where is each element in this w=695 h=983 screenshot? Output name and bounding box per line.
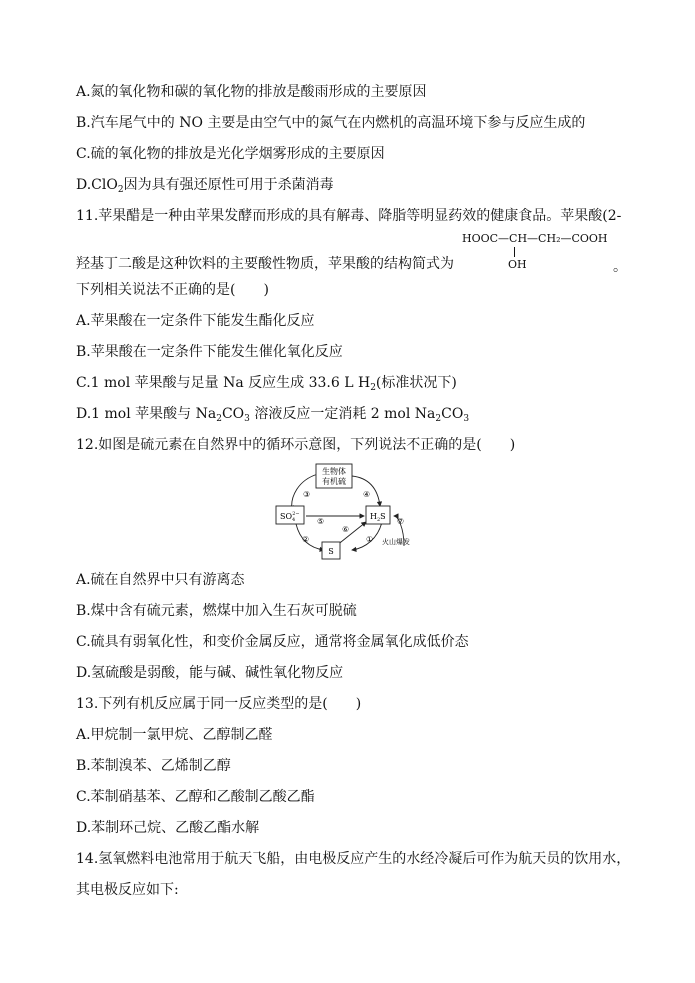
q11-option-b: B.苹果酸在一定条件下能发生催化氧化反应 [76, 344, 343, 360]
label-3: ③ [303, 490, 311, 499]
label-6: ⑥ [342, 525, 350, 534]
sulfate-label: $SO_42-$ [280, 511, 300, 523]
volcano-label: 火山爆发 [382, 538, 410, 546]
box-top-line2: 有机硫 [322, 477, 346, 486]
q11-option-d: D.1 mol 苹果酸与 $Na_2CO_3$ 溶液反应一定消耗 2 mol $Na_2CO_3$ [76, 406, 470, 424]
malic-acid-structure [462, 232, 612, 272]
q11-option-a: A.苹果酸在一定条件下能发生酯化反应 [76, 313, 315, 329]
arrow-2 [296, 524, 324, 550]
sulfur-label: S [328, 547, 334, 556]
box-top-line1: 生物体 [322, 467, 346, 476]
sulfur-cycle-svg [270, 462, 440, 562]
h2s-label: $H_2S$ [370, 512, 386, 523]
arrow-6 [336, 522, 366, 546]
structure-formula: HOOC—CH—CH₂—COOH [462, 232, 608, 245]
q12-option-c: C.硫具有弱氧化性，和变价金属反应，通常将金属氧化成低价态 [76, 634, 469, 650]
q13-option-a: A.甲烷制一氯甲烷、乙醇制乙醛 [76, 727, 273, 743]
label-5: ⑤ [317, 517, 325, 526]
q12-stem: 12.如图是硫元素在自然界中的循环示意图，下列说法不正确的是( ) [76, 437, 516, 453]
q10-option-c: C.硫的氧化物的排放是光化学烟雾形成的主要原因 [76, 146, 385, 162]
label-2: ② [302, 535, 310, 544]
q14-stem-line2: 其电极反应如下: [76, 882, 179, 898]
q12-option-d: D.氢硫酸是弱酸，能与碱、碱性氧化物反应 [76, 665, 344, 681]
q11-stem-line2: 羟基丁二酸是这种饮料的主要酸性物质，苹果酸的结构简式为 [76, 256, 454, 272]
sulfur-cycle-diagram [270, 462, 440, 562]
q11-stem-period: 。 [613, 259, 627, 275]
q12-option-a: A.硫在自然界中只有游离态 [76, 572, 245, 588]
label-4: ④ [363, 490, 371, 499]
q14-stem-line1: 14.氢氧燃料电池常用于航天飞船，由电极反应产生的水经冷凝后可作为航天员的饮用水， [76, 851, 631, 867]
q13-option-d: D.苯制环己烷、乙酸乙酯水解 [76, 820, 260, 836]
q11-stem-line3: 下列相关说法不正确的是( ) [76, 282, 269, 298]
q10-option-b: B.汽车尾气中的 NO 主要是由空气中的氮气在内燃机的高温环境下参与反应生成的 [76, 115, 586, 131]
q10-option-d: D.ClO$_2$因为具有强还原性可用于杀菌消毒 [76, 177, 334, 195]
structure-bond [514, 247, 515, 257]
label-7: ⑦ [397, 517, 405, 526]
q12-option-b: B.煤中含有硫元素，燃煤中加入生石灰可脱硫 [76, 603, 357, 619]
q13-stem: 13.下列有机反应属于同一反应类型的是( ) [76, 696, 362, 712]
q13-option-c: C.苯制硝基苯、乙醇和乙酸制乙酸乙酯 [76, 789, 315, 805]
q10-option-a: A.氮的氧化物和碳的氧化物的排放是酸雨形成的主要原因 [76, 84, 427, 100]
structure-oh: OH [508, 258, 527, 271]
q11-stem-line1: 11.苹果醋是一种由苹果发酵而形成的具有解毒、降脂等明显药效的健康食品。苹果酸(2- [76, 208, 622, 224]
q11-option-c: C.1 mol 苹果酸与足量 Na 反应生成 33.6 L $H_2$(标准状况下) [76, 375, 457, 393]
q13-option-b: B.苯制溴苯、乙烯制乙醇 [76, 758, 231, 774]
label-1: ① [366, 535, 374, 544]
